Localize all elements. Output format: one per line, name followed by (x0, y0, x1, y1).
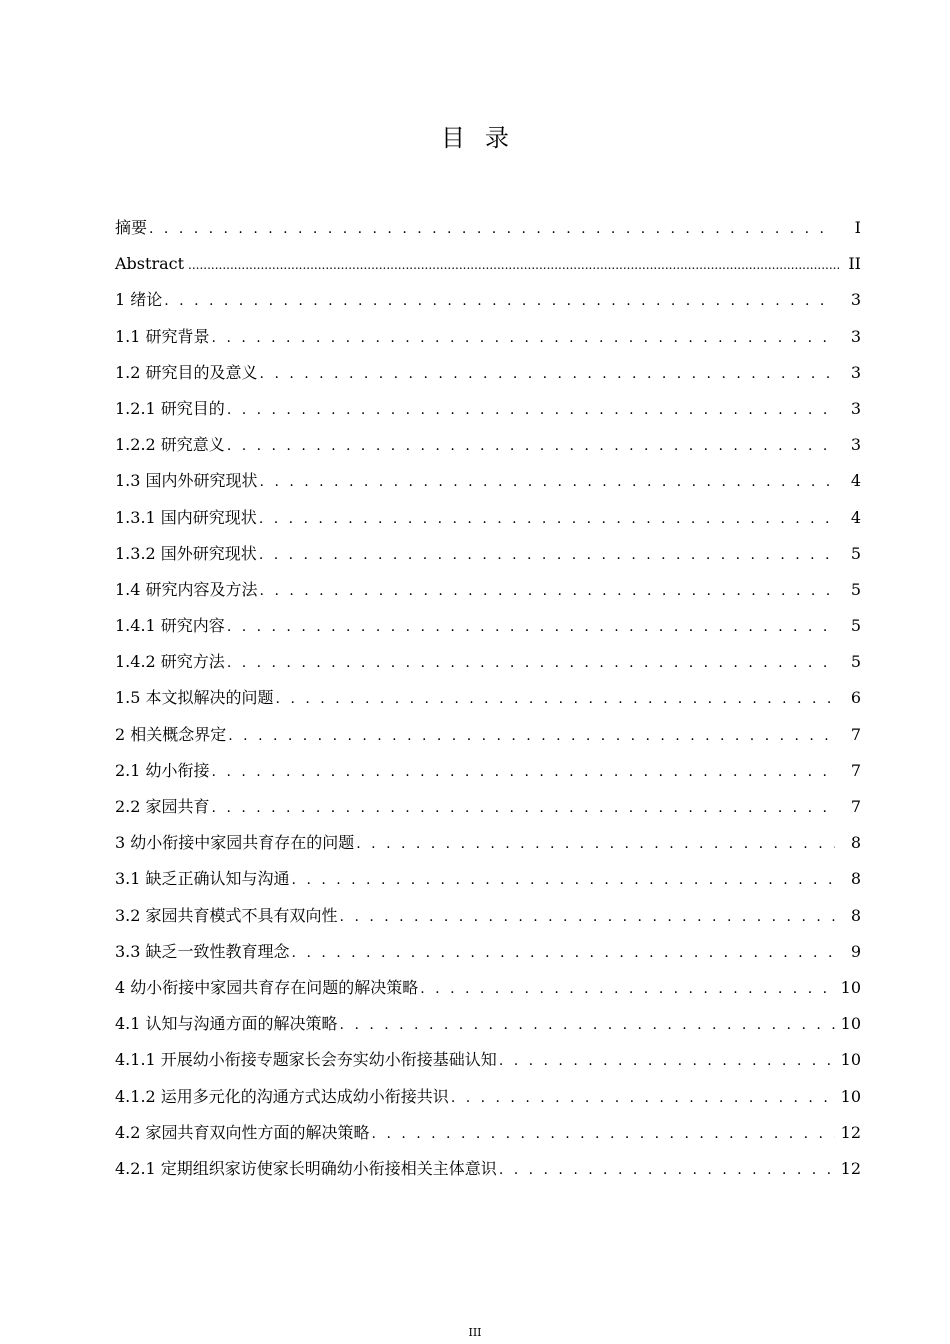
toc-entry-label: 4.2.1 定期组织家访使家长明确幼小衔接相关主体意识 (115, 1158, 497, 1178)
dot-leader (164, 283, 835, 319)
toc-entry[interactable] (115, 319, 861, 355)
toc-entry[interactable] (115, 934, 861, 970)
toc-entry-page: 3 (850, 326, 861, 346)
toc-entry-label: 1.3 国内外研究现状 (115, 471, 258, 491)
toc-entry-page: 9 (850, 941, 861, 961)
toc-entry-page: 3 (850, 290, 861, 310)
toc-entry-page: 4 (850, 507, 861, 527)
toc-entry[interactable] (115, 898, 861, 934)
toc-entry[interactable] (115, 536, 861, 572)
toc-entry-label: 1.2.1 研究目的 (115, 398, 225, 418)
dot-leader (188, 247, 839, 283)
dot-leader (451, 1080, 835, 1116)
toc-entry-label: 4.1.1 开展幼小衔接专题家长会夯实幼小衔接基础认知 (115, 1050, 497, 1070)
toc-entry-label: 摘要 (115, 218, 148, 237)
page-title: 目录 (441, 124, 529, 152)
toc-entry[interactable] (115, 572, 861, 608)
footer-page-number: III (468, 1326, 482, 1339)
toc-entry[interactable] (115, 608, 861, 644)
toc-entry-label: 2 相关概念界定 (115, 724, 227, 744)
toc-entry-page: 3 (850, 362, 861, 382)
toc-entry-label: 1.4.1 研究内容 (115, 616, 225, 636)
dot-leader (227, 428, 835, 464)
toc-entry[interactable] (115, 680, 861, 716)
toc-entry[interactable] (115, 1151, 861, 1187)
toc-entry[interactable] (115, 789, 861, 825)
toc-entry-page: 10 (840, 977, 861, 997)
dot-leader (259, 537, 835, 573)
dot-leader (356, 826, 835, 862)
toc-entry-label: 4.1 认知与沟通方面的解决策略 (115, 1014, 338, 1034)
toc-entry-label: 1 绪论 (115, 290, 163, 310)
dot-leader (227, 645, 835, 681)
dot-leader (260, 573, 835, 609)
toc-entry[interactable] (115, 970, 861, 1006)
toc-entry[interactable] (115, 1115, 861, 1151)
toc-entry-label: 1.2.2 研究意义 (115, 435, 225, 455)
dot-leader (228, 718, 835, 754)
dot-leader (499, 1152, 835, 1188)
toc-entry-label: 3.1 缺乏正确认知与沟通 (115, 869, 290, 889)
toc-entry-page: 12 (840, 1158, 861, 1178)
toc-entry-label: 4.2 家园共育双向性方面的解决策略 (115, 1122, 370, 1142)
toc-entry[interactable] (115, 355, 861, 391)
dot-leader (212, 320, 835, 356)
toc-entry-page: 10 (840, 1050, 861, 1070)
toc-entry-page: 3 (850, 398, 861, 418)
toc-entry[interactable] (115, 1042, 861, 1078)
toc-entry[interactable] (115, 753, 861, 789)
toc-entry[interactable] (115, 1006, 861, 1042)
toc-entry-label: Abstract (115, 254, 185, 274)
dot-leader (276, 681, 835, 717)
toc-entry[interactable] (115, 427, 861, 463)
toc-entry[interactable] (115, 825, 861, 861)
dot-leader (499, 1043, 835, 1079)
toc-entry-label: 3.3 缺乏一致性教育理念 (115, 941, 290, 961)
toc-entry[interactable] (115, 210, 861, 246)
toc-entry-label: 4.1.2 运用多元化的沟通方式达成幼小衔接共识 (115, 1086, 449, 1106)
dot-leader (292, 935, 835, 971)
toc-entry-page: 8 (850, 833, 861, 853)
dot-leader (212, 790, 835, 826)
dot-leader (227, 609, 835, 645)
dot-leader (149, 211, 835, 247)
toc-entry-page: 7 (850, 760, 861, 780)
toc-entry-page: 5 (850, 543, 861, 563)
toc-entry-page: II (848, 254, 861, 274)
toc-entry-page: I (854, 218, 861, 237)
toc-entry-page: 10 (840, 1086, 861, 1106)
table-of-contents (115, 210, 861, 1187)
toc-entry-page: 7 (850, 797, 861, 816)
toc-entry-label: 1.3.1 国内研究现状 (115, 507, 257, 527)
toc-entry-label: 3 幼小衔接中家园共育存在的问题 (115, 833, 355, 853)
dot-leader (212, 754, 835, 790)
toc-entry-page: 7 (850, 724, 861, 744)
dot-leader (292, 862, 835, 898)
toc-entry-page: 5 (850, 652, 861, 672)
toc-entry-page: 6 (850, 688, 861, 708)
toc-entry[interactable] (115, 246, 861, 282)
toc-entry[interactable] (115, 861, 861, 897)
dot-leader (227, 392, 835, 428)
dot-leader (260, 464, 835, 500)
toc-entry-label: 1.5 本文拟解决的问题 (115, 688, 274, 708)
toc-entry-label: 4 幼小衔接中家园共育存在问题的解决策略 (115, 977, 419, 997)
toc-entry-page: 10 (840, 1014, 861, 1034)
toc-entry[interactable] (115, 1079, 861, 1115)
toc-entry-page: 8 (850, 905, 861, 925)
dot-leader (420, 971, 834, 1007)
toc-entry-label: 1.2 研究目的及意义 (115, 362, 258, 382)
toc-entry-label: 1.4 研究内容及方法 (115, 579, 258, 599)
toc-entry-label: 1.4.2 研究方法 (115, 652, 225, 672)
toc-entry-page: 5 (850, 616, 861, 636)
toc-entry-label: 1.1 研究背景 (115, 326, 210, 346)
dot-leader (340, 1007, 835, 1043)
toc-entry-label: 2.2 家园共育 (115, 797, 210, 816)
toc-entry[interactable] (115, 463, 861, 499)
toc-entry-label: 3.2 家园共育模式不具有双向性 (115, 905, 338, 925)
toc-entry-page: 12 (840, 1122, 861, 1142)
toc-entry[interactable] (115, 282, 861, 318)
dot-leader (340, 899, 835, 935)
toc-entry-page: 8 (850, 869, 861, 889)
toc-entry[interactable] (115, 500, 861, 536)
toc-entry[interactable] (115, 717, 861, 753)
toc-entry-page: 4 (850, 471, 861, 491)
toc-entry[interactable] (115, 391, 861, 427)
dot-leader (372, 1116, 835, 1152)
dot-leader (260, 356, 835, 392)
toc-entry-page: 3 (850, 435, 861, 455)
dot-leader (259, 501, 835, 537)
toc-entry-label: 2.1 幼小衔接 (115, 760, 210, 780)
toc-entry-label: 1.3.2 国外研究现状 (115, 543, 257, 563)
toc-entry-page: 5 (850, 579, 861, 599)
toc-entry[interactable] (115, 644, 861, 680)
